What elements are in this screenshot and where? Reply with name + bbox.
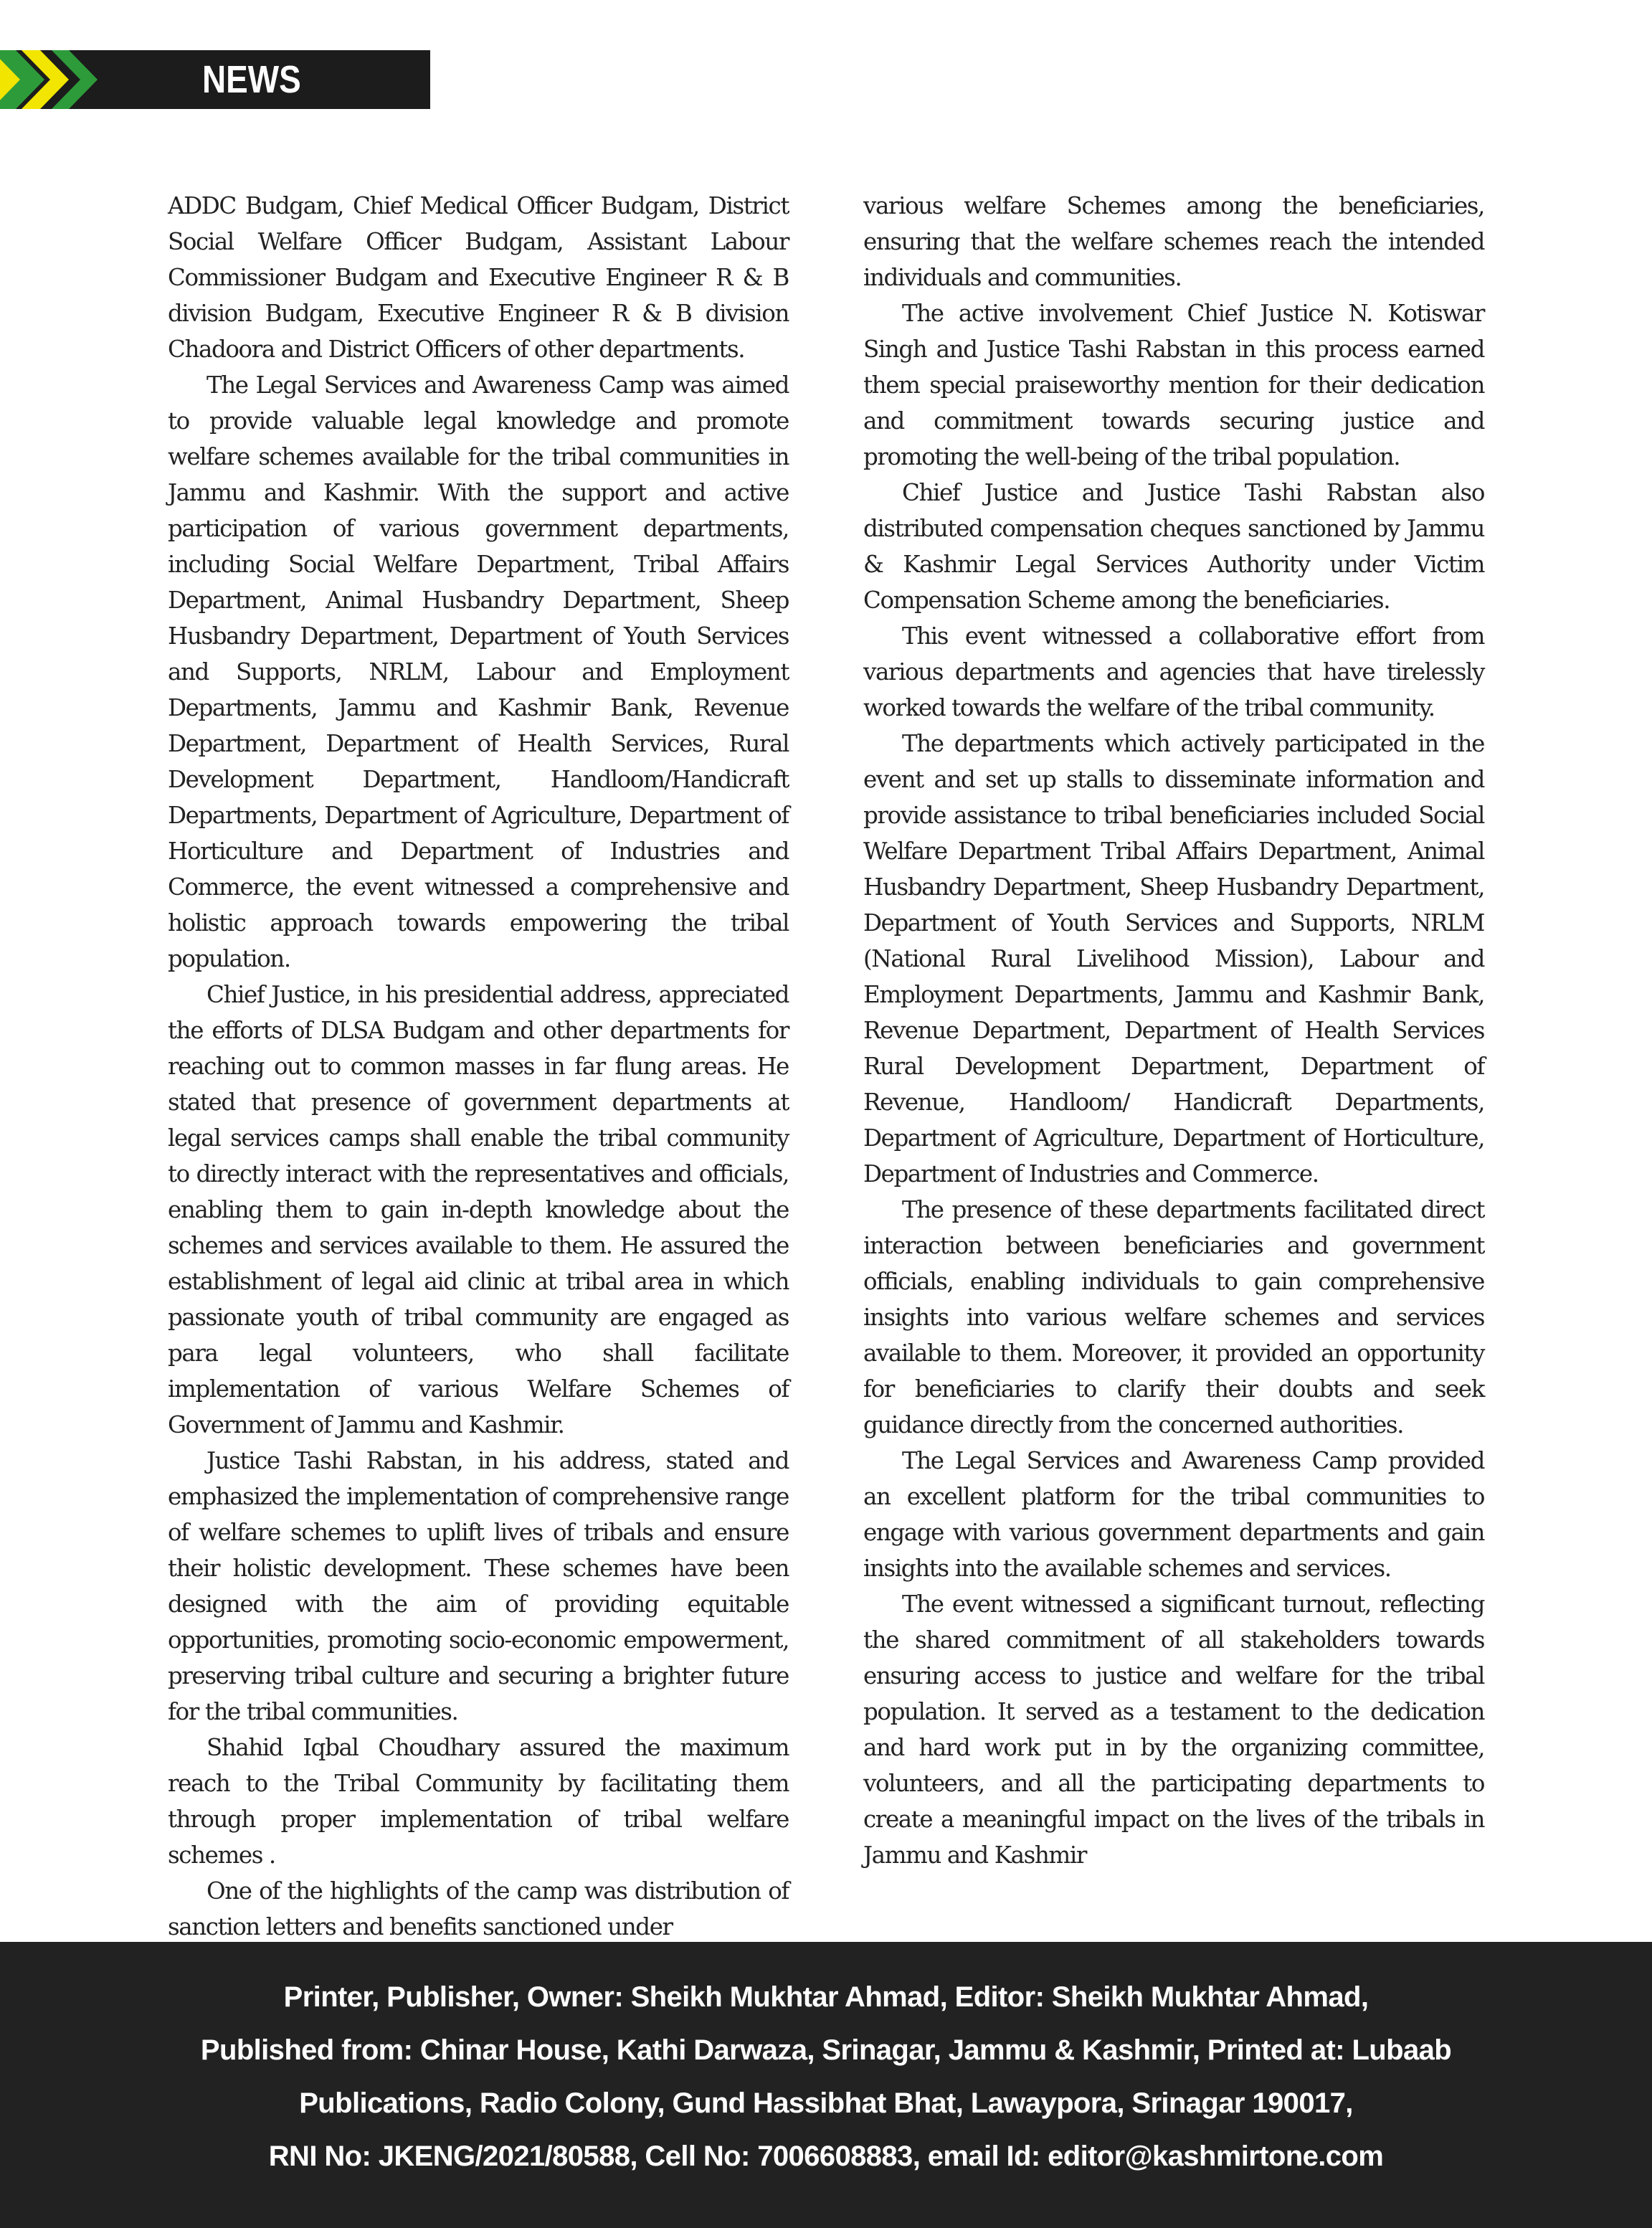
paragraph: ADDC Budgam, Chief Medical Officer Budgam, District Social Welfare Officer Budgam, Assistant Labour Commissioner Budgam and Executive Engineer R & B division Budgam, Executive Engineer R & B division Chadoora and District Officers of other departments. xyxy=(168,192,789,363)
paragraph: The Legal Services and Awareness Camp was aimed to provide valuable legal knowledge and promote welfare schemes available for the tribal communities in Jammu and Kashmir. With the support and active participation of various government departments, including Social Welfare Department, Tribal Affairs Department, Animal Husbandry Department, Sheep Husbandry Department, Department of Youth Services and Supports, NRLM, Labour and Employment Departments, Jammu and Kashmir Bank, Revenue Department, Department of Health Services, Rural Development Department, Handloom/Handicraft Departments, Department of Agriculture, Department of Horticulture and Department of Industries and Commerce, the event witnessed a comprehensive and holistic approach towards empowering the tribal population. xyxy=(168,371,789,972)
paragraph: One of the highlights of the camp was distribution of sanction letters and benefits sanctioned under xyxy=(168,1877,789,1940)
paragraph: Chief Justice, in his presidential address, appreciated the efforts of DLSA Budgam and other departments for reaching out to common masses in far flung areas. He stated that presence of government departments at legal services camps shall enable the tribal community to directly interact with the representatives and officials, enabling them to gain in-depth knowledge about the schemes and services available to them. He assured the establishment of legal aid clinic at tribal area in which passionate youth of tribal community are engaged as para legal volunteers, who shall facilitate implementation of various Welfare Schemes of Government of Jammu and Kashmir. xyxy=(168,981,789,1438)
section-title: NEWS xyxy=(202,58,301,101)
paragraph: various welfare Schemes among the beneficiaries, ensuring that the welfare schemes reach the intended individuals and communities. xyxy=(863,192,1484,291)
paragraph: This event witnessed a collaborative effort from various departments and agencies that have tirelessly worked towards the welfare of the tribal community. xyxy=(863,622,1484,721)
imprint-line: Published from: Chinar House, Kathi Darwaza, Srinagar, Jammu & Kashmir, Printed at: Lubaab xyxy=(200,2034,1452,2066)
article-right-column xyxy=(863,188,1484,1873)
paragraph: The departments which actively participated in the event and set up stalls to disseminate information and provide assistance to tribal beneficiaries included Social Welfare Department Tribal Affairs Department, Animal Husbandry Department, Sheep Husbandry Department, Department of Youth Services and Supports, NRLM (National Rural Livelihood Mission), Labour and Employment Departments, Jammu and Kashmir Bank, Revenue Department, Department of Health Services Rural Development Department, Department of Revenue, Handloom/ Handicraft Departments, Department of Agriculture, Department of Horticulture, Department of Industries and Commerce. xyxy=(863,730,1484,1188)
paragraph: The Legal Services and Awareness Camp provided an excellent platform for the tribal communities to engage with various government departments and gain insights into the available schemes and services. xyxy=(863,1447,1484,1582)
paragraph: The presence of these departments facilitated direct interaction between beneficiaries and government officials, enabling individuals to gain comprehensive insights into various welfare schemes and services available to them. Moreover, it provided an opportunity for beneficiaries to clarify their doubts and seek guidance directly from the concerned authorities. xyxy=(863,1196,1484,1438)
imprint-line: RNI No: JKENG/2021/80588, Cell No: 7006608883, email Id: editor@kashmirtone.com xyxy=(268,2141,1384,2172)
imprint-line: Publications, Radio Colony, Gund Hassibhat Bhat, Lawaypora, Srinagar 190017, xyxy=(299,2087,1353,2119)
imprint-text xyxy=(0,1971,1652,2183)
paragraph: Chief Justice and Justice Tashi Rabstan also distributed compensation cheques sanctioned by Jammu & Kashmir Legal Services Authority under Victim Compensation Scheme among the beneficiaries. xyxy=(863,479,1484,614)
paragraph: The event witnessed a significant turnout, reflecting the shared commitment of all stakeholders towards ensuring access to justice and welfare for the tribal population. It served as a testament to the dedication and hard work put in by the organizing committee, volunteers, and all the participating departments to create a meaningful impact on the lives of the tribals in Jammu and Kashmir xyxy=(863,1591,1484,1869)
paragraph: Shahid Iqbal Choudhary assured the maximum reach to the Tribal Community by facilitating them through proper implementation of tribal welfare schemes . xyxy=(168,1734,789,1869)
chevron-arrows-icon xyxy=(0,50,108,109)
paragraph: The active involvement Chief Justice N. Kotiswar Singh and Justice Tashi Rabstan in this process earned them special praiseworthy mention for their dedication and commitment towards securing justice and promoting the well-being of the tribal population. xyxy=(863,300,1484,470)
imprint-line: Printer, Publisher, Owner: Sheikh Mukhtar Ahmad, Editor: Sheikh Mukhtar Ahmad, xyxy=(283,1981,1369,2013)
paragraph: Justice Tashi Rabstan, in his address, stated and emphasized the implementation of comprehensive range of welfare schemes to uplift lives of tribals and ensure their holistic development. These schemes have been designed with the aim of providing equitable opportunities, promoting socio-economic empowerment, preserving tribal culture and securing a brighter future for the tribal communities. xyxy=(168,1447,789,1725)
article-left-column xyxy=(168,188,789,1945)
